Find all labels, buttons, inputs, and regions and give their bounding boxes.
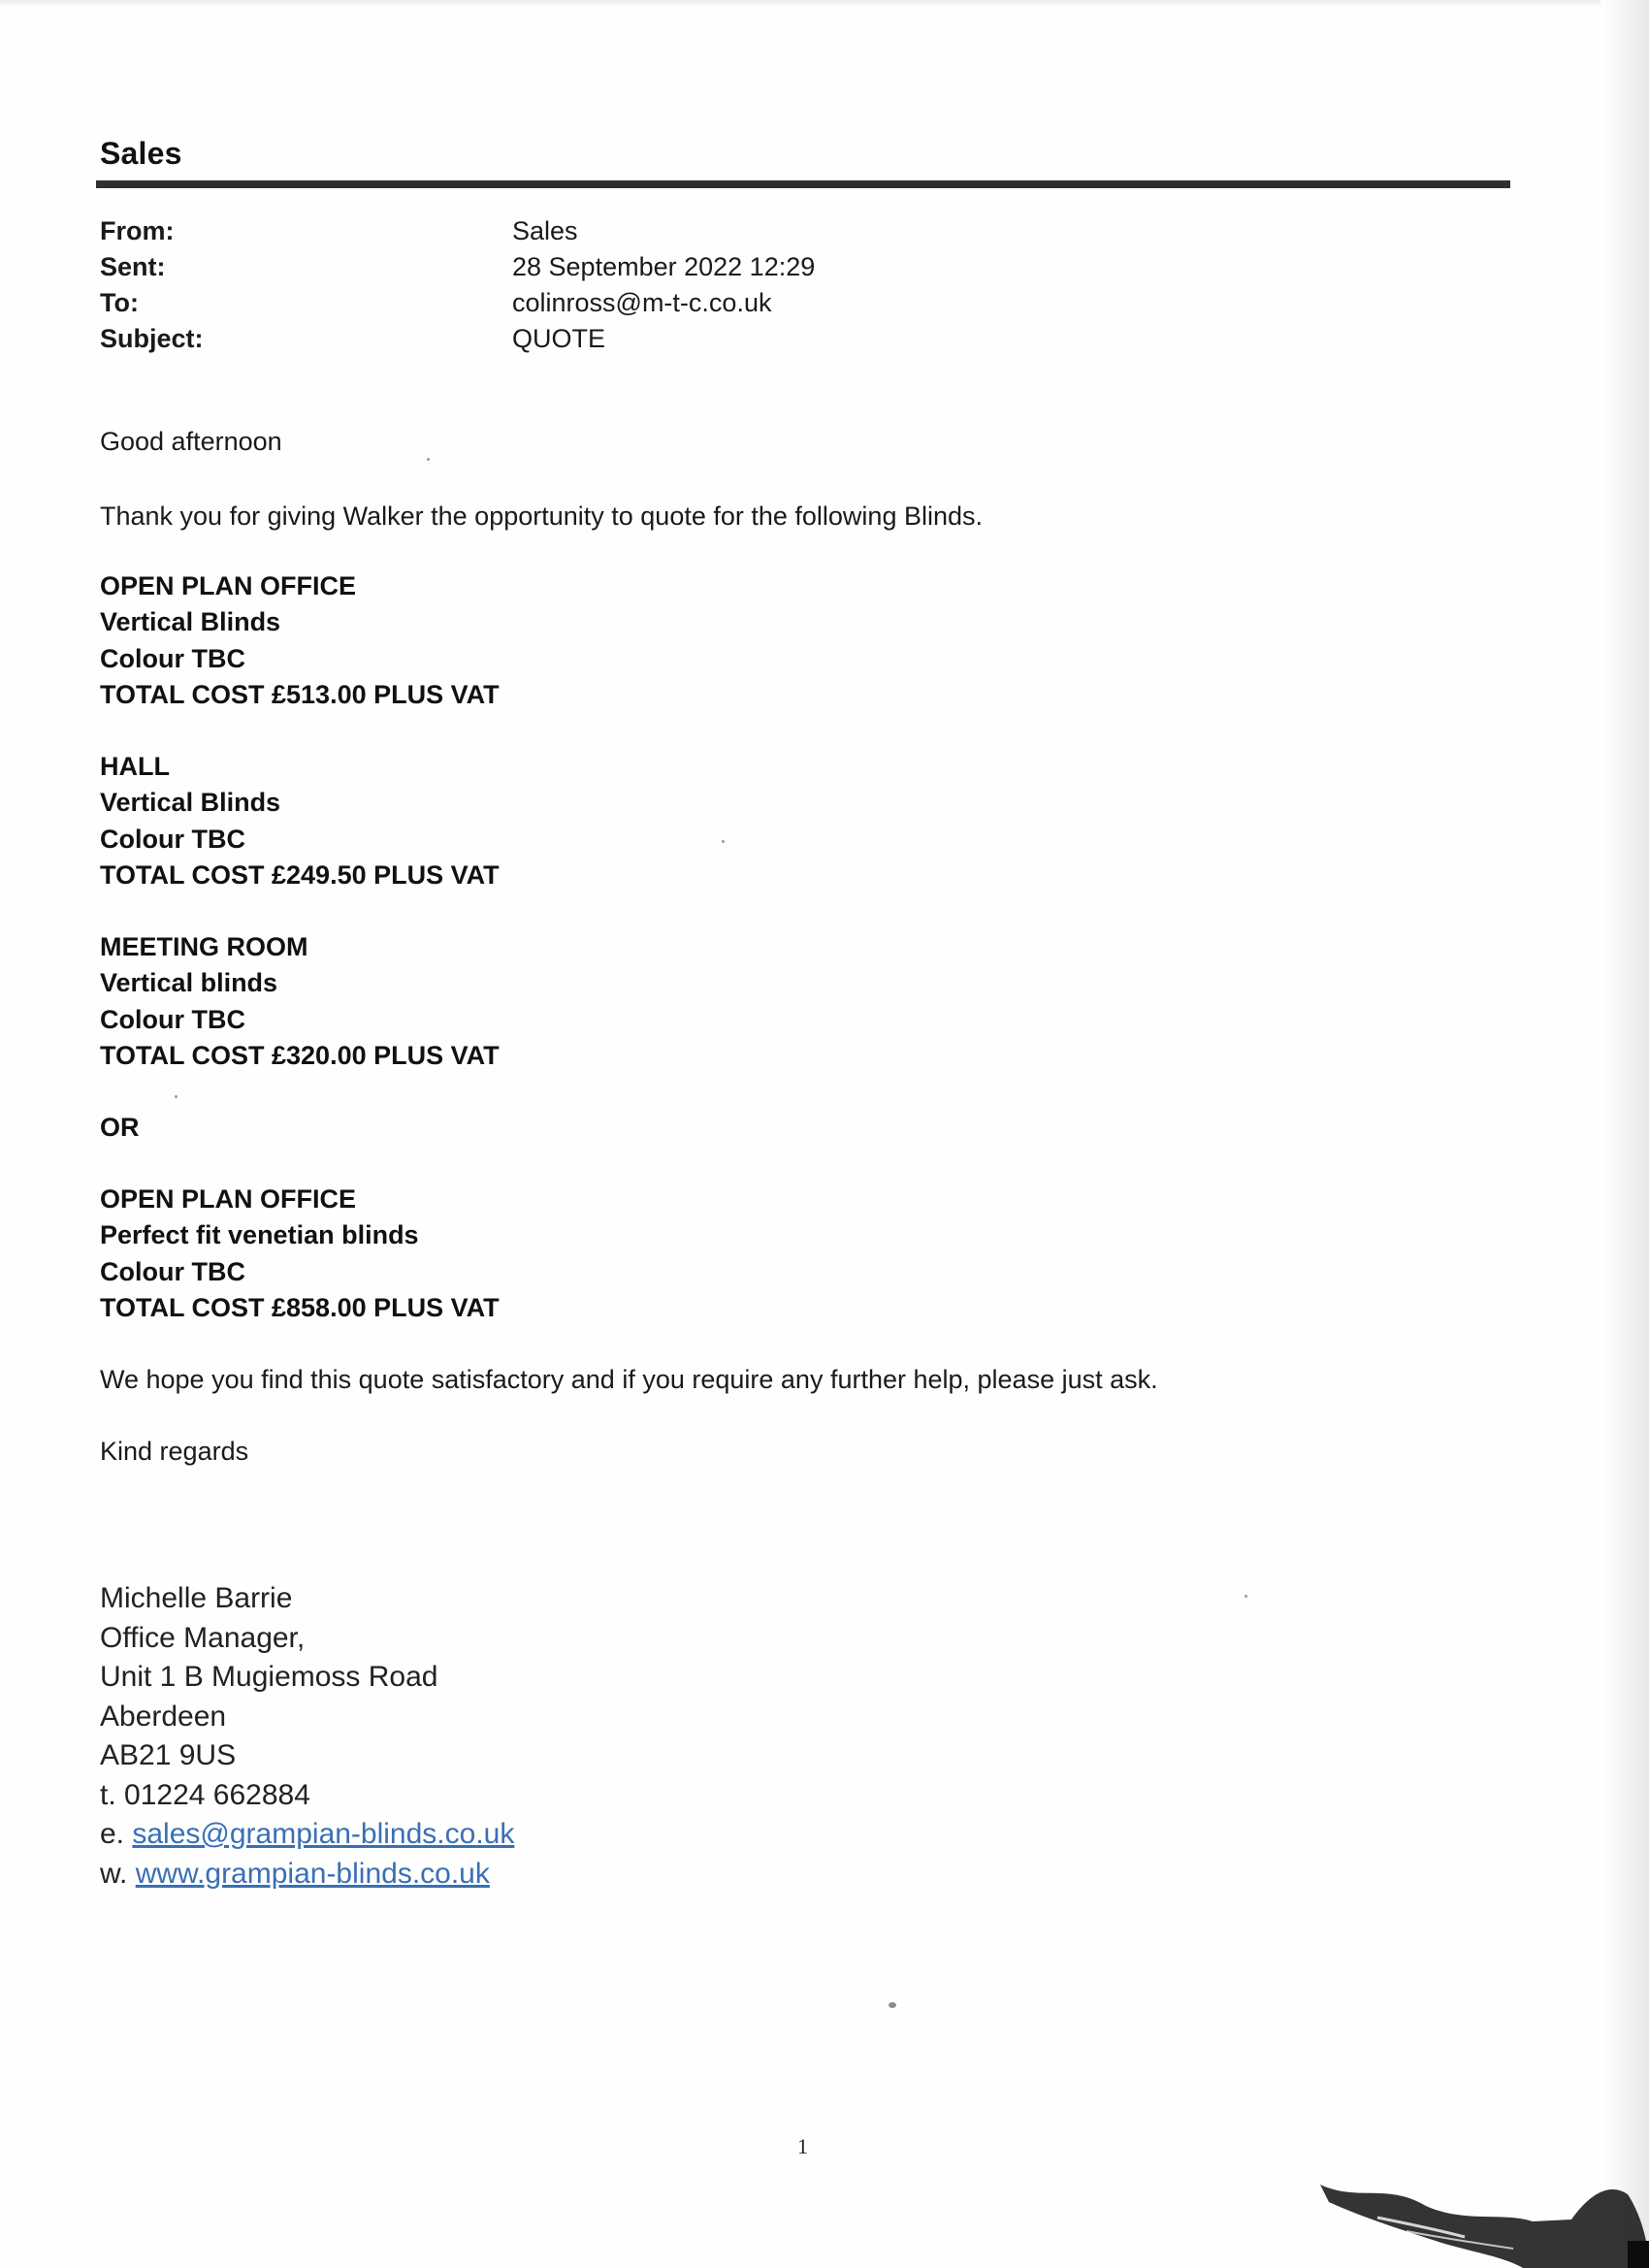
page-number: 1 [797,2134,808,2158]
intro-paragraph: Thank you for giving Walker the opportunity to quote for the following Blinds. [100,502,983,531]
quote-room: OPEN PLAN OFFICE [100,571,357,600]
meta-row-subject [100,321,1070,357]
quote-room: HALL [100,752,170,781]
from-value: Sales [512,216,578,245]
signature-city: Aberdeen [100,1700,227,1733]
signature-web-line [100,1855,514,1895]
phone-prefix: t. [100,1778,116,1811]
quote-total: TOTAL COST £320.00 PLUS VAT [100,1040,500,1070]
meta-row-from [100,213,1070,249]
quote-product: Vertical blinds [100,968,278,998]
meta-row-to [100,285,1070,321]
email-prefix: e. [100,1818,125,1850]
scan-speck [427,458,430,461]
subject-value: QUOTE [512,324,606,353]
sent-label: Sent: [100,252,166,281]
scan-speck [1245,1595,1247,1598]
quote-colour: Colour TBC [100,1004,245,1034]
quote-colour: Colour TBC [100,824,245,854]
quote-block [100,568,500,713]
quote-block [100,929,500,1074]
quote-block [100,749,500,893]
signature-block [100,1579,514,1894]
quote-room: MEETING ROOM [100,932,308,961]
to-value: colinross@m-t-c.co.uk [512,288,772,317]
quote-colour: Colour TBC [100,1256,245,1286]
quote-total: TOTAL COST £858.00 PLUS VAT [100,1292,500,1322]
signature-email-line [100,1815,514,1855]
email-meta [100,213,1070,357]
quote-colour: Colour TBC [100,643,245,673]
to-label: To: [100,288,139,317]
signature-name: Michelle Barrie [100,1582,293,1614]
email-header-title: Sales [100,136,182,171]
quote-product: Vertical Blinds [100,607,281,637]
meta-row-sent [100,249,1070,285]
header-rule [96,180,1510,188]
scan-edge-right [1600,0,1649,2268]
scan-speck [175,1095,178,1098]
sign-off: Kind regards [100,1437,249,1466]
quote-product: Perfect fit venetian blinds [100,1220,419,1250]
from-label: From: [100,216,175,245]
scan-speck [722,840,725,843]
quote-room: OPEN PLAN OFFICE [100,1184,357,1214]
signature-phone-line [100,1776,514,1816]
web-prefix: w. [100,1857,128,1890]
quote-total: TOTAL COST £249.50 PLUS VAT [100,859,500,890]
quote-block [100,1182,500,1326]
sent-value: 28 September 2022 12:29 [512,252,816,281]
signature-position: Office Manager, [100,1621,306,1654]
email-link[interactable]: sales@grampian-blinds.co.uk [132,1818,515,1850]
scan-speck [889,2002,896,2008]
greeting: Good afternoon [100,427,282,456]
quote-total: TOTAL COST £513.00 PLUS VAT [100,679,500,709]
website-link[interactable]: www.grampian-blinds.co.uk [135,1857,490,1890]
closing-paragraph: We hope you find this quote satisfactory and if you require any further help, please just ask. [100,1365,1158,1394]
signature-address: Unit 1 B Mugiemoss Road [100,1661,438,1693]
signature-postcode: AB21 9US [100,1739,237,1771]
or-separator: OR [100,1113,140,1142]
subject-label: Subject: [100,324,204,353]
quote-product: Vertical Blinds [100,788,281,818]
phone-number: 01224 662884 [124,1778,310,1811]
scan-edge-top [0,0,1649,8]
scan-smudge [1319,2173,1649,2268]
